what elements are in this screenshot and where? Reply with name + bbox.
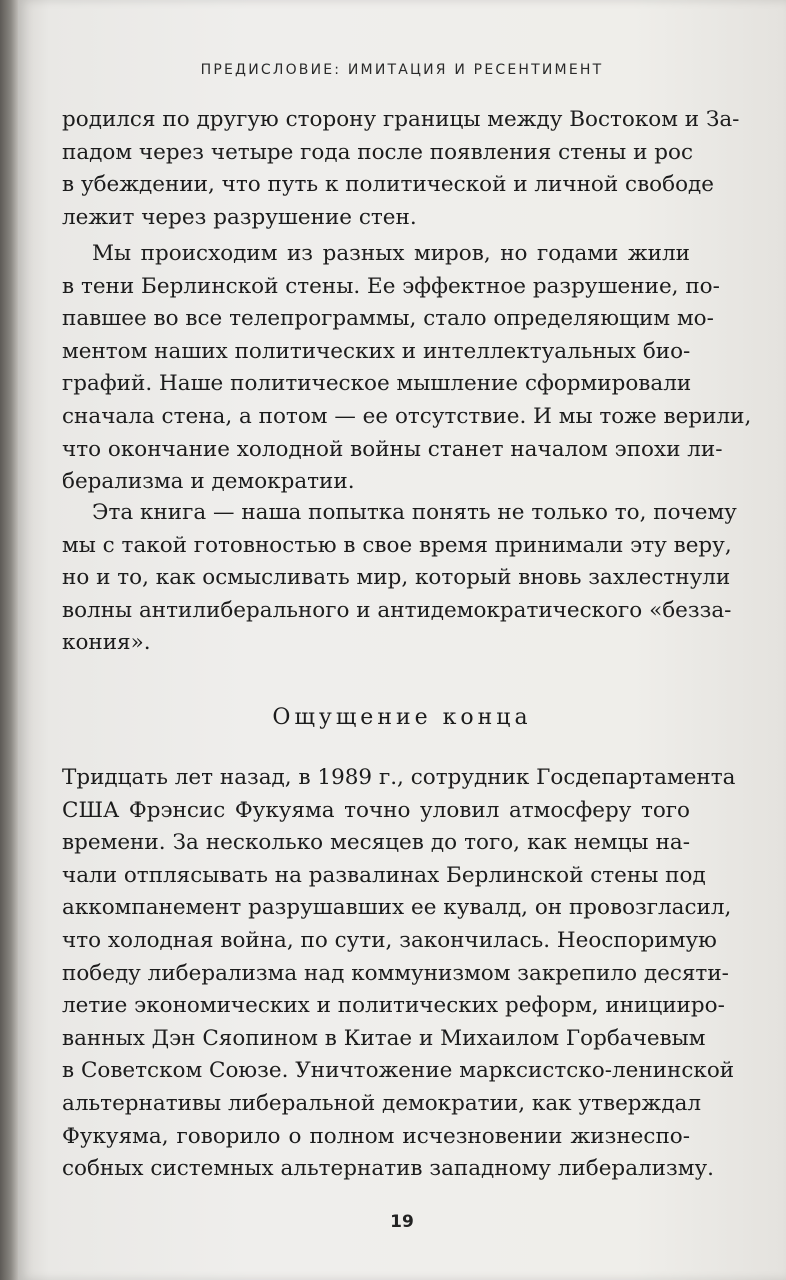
text-line: летие экономических и политических реформ, иницииро-	[62, 993, 725, 1019]
text-line: павшее во все телепрограммы, стало определяющим мо-	[62, 306, 714, 332]
text-line: берализма и демократии.	[62, 469, 355, 495]
paragraph-1	[62, 104, 740, 234]
text-line: ванных Дэн Сяопином в Китае и Михаилом Горбачевым	[62, 1025, 706, 1051]
book-gutter-edge	[0, 0, 18, 1280]
text-line: альтернативы либеральной демократии, как утверждал	[62, 1090, 702, 1116]
book-page	[18, 0, 786, 1280]
text-line: победу либерализма над коммунизмом закрепило десяти-	[62, 960, 729, 986]
text-line: в убеждении, что путь к политической и личной свободе	[62, 172, 714, 198]
text-line: чали отплясывать на развалинах Берлинской стены под	[62, 862, 706, 888]
text-line: Эта книга — наша попытка понять не только то, почему	[92, 500, 737, 525]
text-line: кония».	[62, 630, 151, 656]
paragraph-3	[62, 497, 737, 660]
text-line: графий. Наше политическое мышление сформировали	[62, 371, 692, 397]
paragraph-2	[62, 238, 752, 499]
text-line: аккомпанемент разрушавших ее кувалд, он провозгласил,	[62, 895, 732, 921]
text-line: падом через четыре года после появления стены и рос	[62, 139, 693, 165]
text-line: лежит через разрушение стен.	[62, 204, 417, 230]
running-title: ПРЕДИСЛОВИЕ: ИМИТАЦИЯ И РЕСЕНТИМЕНТ	[200, 62, 604, 78]
text-line: мы с такой готовностью в свое время принимали эту веру,	[62, 532, 732, 558]
text-line: собных системных альтернатив западному либерализму.	[62, 1156, 714, 1182]
paragraph-4	[62, 762, 736, 1186]
text-line: сначала стена, а потом — ее отсутствие. И мы тоже верили,	[62, 403, 752, 429]
text-line: США Фрэнсис Фукуяма точно уловил атмосферу того	[62, 797, 690, 823]
text-line: что окончание холодной войны станет началом эпохи ли-	[62, 436, 723, 462]
section-heading: Ощущение конца	[272, 705, 532, 730]
text-line: что холодная война, по сути, закончилась. Неоспоримую	[62, 927, 717, 953]
text-line: волны антилиберального и антидемократического «безза-	[62, 597, 732, 623]
text-line: Фукуяма, говорило о полном исчезновении жизнеспо-	[62, 1123, 690, 1149]
text-line: Тридцать лет назад, в 1989 г., сотрудник Госдепартамента	[62, 765, 736, 790]
text-line: но и то, как осмысливать мир, который вновь захлестнули	[62, 565, 731, 591]
text-line: ментом наших политических и интеллектуальных био-	[62, 338, 691, 364]
text-line: в тени Берлинской стены. Ее эффектное разрушение, по-	[62, 273, 720, 299]
text-line: Мы происходим из разных миров, но годами жили	[92, 241, 690, 266]
text-line: времени. За несколько месяцев до того, как немцы на-	[62, 830, 690, 856]
page-number: 19	[390, 1212, 414, 1232]
text-line: родился по другую сторону границы между Востоком и За-	[62, 107, 740, 132]
text-line: в Советском Союзе. Уничтожение марксистско-ленинской	[62, 1058, 735, 1084]
